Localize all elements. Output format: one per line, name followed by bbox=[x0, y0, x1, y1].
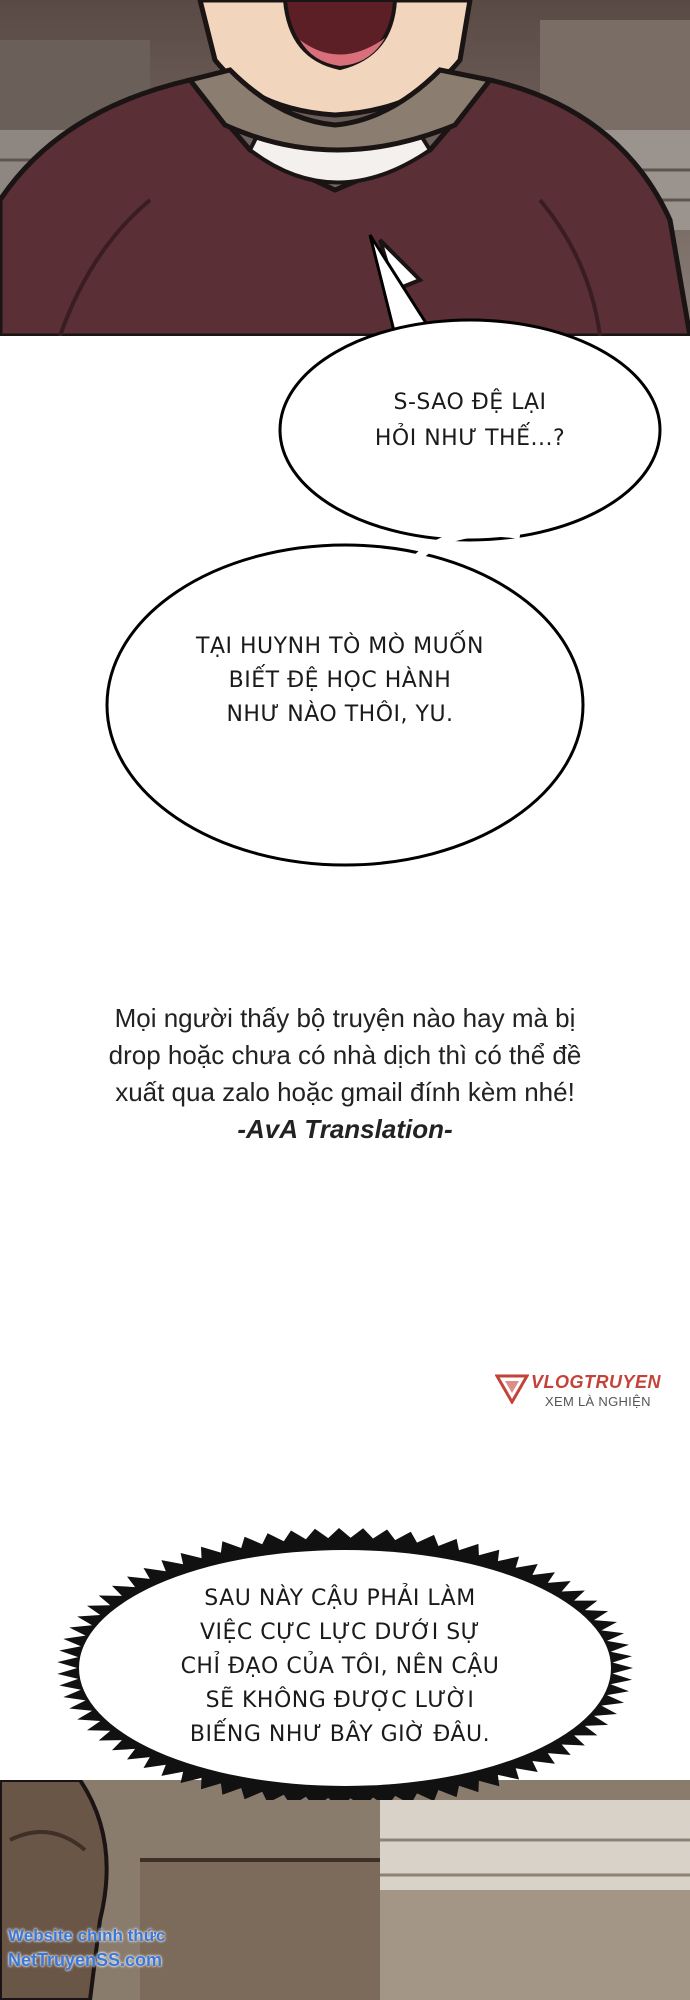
site-watermark-line2: NetTruyenSS.com bbox=[8, 1950, 163, 1970]
bubble-line: NHƯ NÀO THÔI, YU. bbox=[226, 702, 454, 727]
bubble-line: BIẾNG NHƯ BÂY GIỜ ĐÂU. bbox=[189, 1722, 491, 1747]
watermark-title: VLOGTRUYEN bbox=[531, 1372, 662, 1392]
site-watermark-line1: Website chính thức bbox=[8, 1926, 166, 1945]
speech-bubble-spiky bbox=[120, 1582, 560, 1752]
bubble-line: HỎI NHƯ THẾ...? bbox=[374, 426, 566, 451]
translator-note bbox=[40, 1000, 650, 1148]
speech-bubble-large bbox=[140, 630, 540, 732]
translator-note-line: drop hoặc chưa có nhà dịch thì có thể đề bbox=[108, 1040, 582, 1070]
bubble-line: SẼ KHÔNG ĐƯỢC LƯỜI bbox=[205, 1688, 475, 1713]
translator-note-line: Mọi người thấy bộ truyện nào hay mà bị bbox=[114, 1003, 576, 1033]
bubble-line: S-SAO ĐỆ LẠI bbox=[393, 390, 547, 415]
speech-bubble-small bbox=[320, 385, 620, 457]
translator-credit: -AvA Translation- bbox=[237, 1114, 453, 1144]
bubble-line: BIẾT ĐỆ HỌC HÀNH bbox=[228, 668, 452, 693]
bubble-line: TẠI HUYNH TÒ MÒ MUỐN bbox=[196, 634, 484, 659]
translator-note-line: xuất qua zalo hoặc gmail đính kèm nhé! bbox=[115, 1077, 575, 1107]
bubble-line: SAU NÀY CẬU PHẢI LÀM bbox=[204, 1586, 476, 1611]
bubble-line: CHỈ ĐẠO CỦA TÔI, NÊN CẬU bbox=[180, 1654, 500, 1679]
watermark-subtitle: XEM LÀ NGHIỆN bbox=[545, 1394, 651, 1409]
bubble-line: VIỆC CỰC LỰC DƯỚI SỰ bbox=[199, 1620, 481, 1645]
site-watermark bbox=[8, 1924, 165, 1972]
